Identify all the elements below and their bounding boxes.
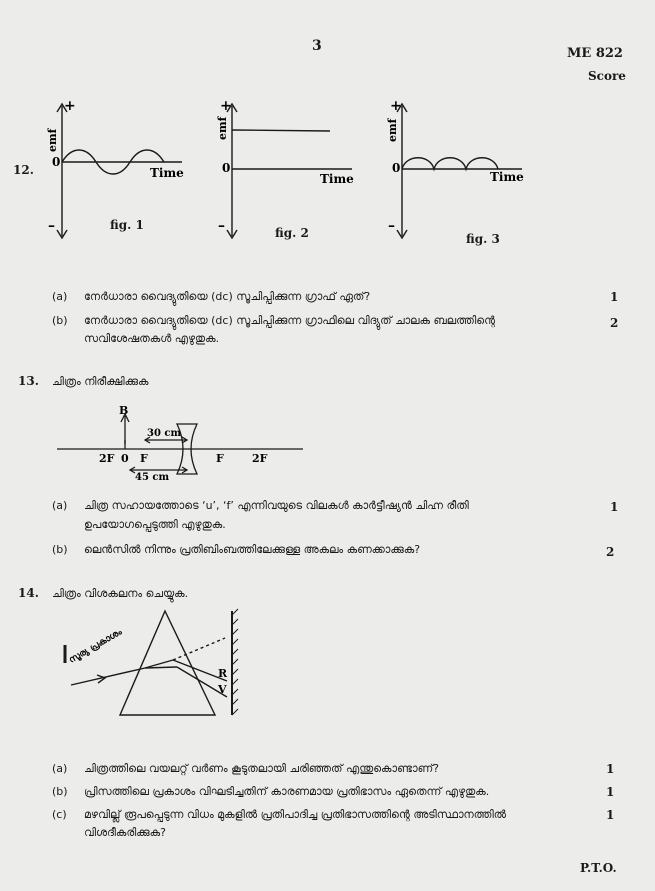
ray-r-label: R — [218, 667, 228, 680]
q12-number: 12. — [13, 163, 34, 177]
prism-diagram — [55, 605, 255, 723]
q12b-text: നേർധാരാ വൈദ്യുതിയെ (dc) സൂചിപ്പിക്കുന്ന ഗ്രാഫിലെ വിദ്യുത് ചാലക ബലത്തിന്റെ — [84, 314, 496, 327]
q14c-text: മഴവില്ല് രൂപപ്പെടുന്ന വിധം മുകളിൽ പ്രതിപാദിച്ച പ്രതിഭാസത്തിന്റെ അടിസ്ഥാനത്തിൽ — [84, 808, 507, 821]
q14a-label: (a) — [52, 762, 68, 775]
label-right-2f: 2F — [252, 452, 268, 465]
q12b-label: (b) — [52, 314, 68, 327]
q14a-score: 1 — [606, 762, 615, 776]
q13a-text-cont: ഉപയോഗപ്പെടുത്തി എഴുതുക. — [84, 518, 226, 531]
fig3-caption: fig. 3 — [466, 232, 500, 246]
dist-45cm: 45 cm — [135, 472, 170, 483]
fig3-zero: 0 — [392, 161, 401, 175]
fig1-caption: fig. 1 — [110, 218, 144, 232]
fig2-zero: 0 — [222, 161, 231, 175]
fig3-y-label: emf — [386, 118, 399, 142]
lens-diagram — [55, 400, 315, 490]
q13a-score: 1 — [610, 500, 619, 514]
sunlight-label: സൂര്യ പ്രകാശം — [67, 627, 124, 666]
q12a-label: (a) — [52, 290, 68, 303]
fig1-zero: 0 — [52, 155, 61, 169]
exam-code: ME 822 — [567, 46, 623, 61]
fig2-plus: + — [220, 98, 232, 114]
q14-number: 14. — [18, 586, 39, 600]
label-right-f: F — [216, 452, 224, 465]
fig2-minus: – — [218, 218, 225, 234]
score-heading: Score — [588, 69, 626, 83]
q14-prompt: ചിത്രം വിശകലനം ചെയ്യുക. — [52, 587, 189, 600]
dist-30cm: 30 cm — [147, 428, 182, 439]
fig1-y-label: emf — [46, 128, 59, 152]
q14b-score: 1 — [606, 785, 615, 799]
pto-label: P.T.O. — [580, 861, 617, 875]
label-left-f: F — [140, 452, 148, 465]
q12b-score: 2 — [610, 316, 619, 330]
point-b-label: B — [119, 404, 129, 417]
emf-graph-fig2 — [200, 96, 370, 246]
q13a-label: (a) — [52, 499, 68, 512]
q12a-score: 1 — [610, 290, 619, 304]
q13-prompt: ചിത്രം നിരീക്ഷിക്കുക — [52, 375, 149, 388]
label-left-2f: 2F — [99, 452, 115, 465]
q14a-text: ചിത്രത്തിലെ വയലറ്റ് വർണം കൂടുതലായി ചരിഞ്ഞത് എന്തുകൊണ്ടാണ്? — [84, 762, 439, 775]
ray-v-label: V — [218, 683, 227, 696]
q14c-text-cont: വിശദീകരിക്കുക? — [84, 826, 166, 839]
fig1-minus: – — [48, 218, 55, 234]
q12a-text: നേർധാരാ വൈദ്യുതിയെ (dc) സൂചിപ്പിക്കുന്ന ഗ്രാഫ് ഏത്? — [84, 290, 371, 303]
fig2-caption: fig. 2 — [275, 226, 309, 240]
fig1-plus: + — [64, 98, 76, 114]
fig2-y-label: emf — [216, 116, 229, 140]
q14b-text: പ്രിസത്തിലെ പ്രകാശം വിഘടിച്ചതിന് കാരണമായ പ്രതിഭാസം ഏതെന്ന് എഴുതുക. — [84, 785, 490, 798]
q14c-score: 1 — [606, 808, 615, 822]
q13b-label: (b) — [52, 543, 68, 556]
q12b-text-cont: സവിശേഷതകൾ എഴുതുക. — [84, 332, 220, 345]
q13-number: 13. — [18, 374, 39, 388]
fig1-x-label: Time — [150, 166, 184, 180]
q13b-score: 2 — [606, 545, 615, 559]
fig3-minus: – — [388, 218, 395, 234]
label-origin: 0 — [121, 452, 129, 465]
fig3-x-label: Time — [490, 170, 524, 184]
q13b-text: ലെൻസിൽ നിന്നും പ്രതിബിംബത്തിലേക്കുള്ള അകലം കണക്കാക്കുക? — [84, 543, 421, 556]
q14c-label: (c) — [52, 808, 67, 821]
fig3-plus: + — [390, 98, 402, 114]
q14b-label: (b) — [52, 785, 68, 798]
emf-graph-fig3 — [370, 96, 540, 246]
fig2-x-label: Time — [320, 172, 354, 186]
page-number: 3 — [312, 38, 322, 54]
q13a-text: ചിത്ര സഹായത്തോടെ ‘u’, ‘f’ എന്നിവയുടെ വിലകൾ കാർട്ടീഷ്യൻ ചിഹ്ന രീതി — [84, 499, 469, 512]
